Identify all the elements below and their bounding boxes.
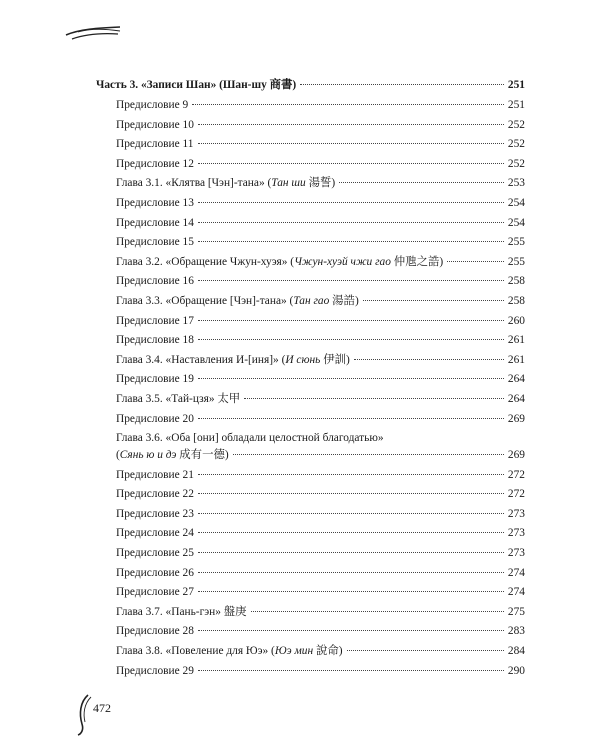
toc-part-title: Часть 3. «Записи Шан» (Шан-шу 商書): [96, 79, 297, 91]
toc-entry[interactable]: [96, 332, 525, 352]
toc-entry-page: 273: [507, 547, 525, 560]
dot-leader: [198, 241, 504, 242]
toc-entry-title: Глава 3.4. «Наставления И-[иня]» (И сюнь 伊訓): [116, 353, 350, 366]
toc-entry[interactable]: [96, 195, 525, 215]
toc-entry[interactable]: [96, 136, 525, 156]
toc-entry-page: 254: [507, 196, 525, 209]
toc-entry[interactable]: [96, 643, 525, 663]
toc-entry-title: Предисловие 16: [116, 275, 194, 288]
toc-entry-title: Предисловие 22: [116, 488, 194, 501]
toc-entry-page: 252: [507, 118, 525, 131]
toc-entry-page: 253: [507, 177, 525, 190]
table-of-contents: [96, 77, 525, 682]
toc-entry[interactable]: [96, 391, 525, 411]
dot-leader: [198, 572, 504, 573]
toc-entry-title: Предисловие 27: [116, 586, 194, 599]
toc-entry-page: 273: [507, 507, 525, 520]
dot-leader: [198, 552, 504, 553]
toc-entry-page: 264: [507, 373, 525, 386]
dot-leader: [339, 182, 504, 183]
toc-entry[interactable]: [96, 293, 525, 313]
toc-entry-title: Предисловие 25: [116, 547, 194, 560]
dot-leader: [251, 611, 504, 612]
toc-entry-title: Предисловие 14: [116, 216, 194, 229]
toc-entry-title: Глава 3.5. «Тай-цзя» 太甲: [116, 392, 241, 405]
toc-entry-title: Предисловие 23: [116, 507, 194, 520]
toc-entry[interactable]: [96, 545, 525, 565]
dot-leader: [233, 454, 504, 455]
toc-entry-page: 255: [507, 255, 525, 268]
toc-entry-title: Предисловие 18: [116, 334, 194, 347]
dot-leader: [198, 513, 504, 514]
dot-leader: [198, 163, 504, 164]
toc-entry[interactable]: [96, 584, 525, 604]
dot-leader: [198, 320, 504, 321]
toc-entry[interactable]: [96, 506, 525, 526]
toc-entry[interactable]: [96, 604, 525, 624]
toc-entry-page: 284: [507, 645, 525, 658]
toc-entry-page: 252: [507, 157, 525, 170]
toc-entry[interactable]: [96, 175, 525, 195]
toc-entry[interactable]: [96, 623, 525, 643]
page-number: 472: [93, 701, 111, 715]
toc-entry[interactable]: [96, 467, 525, 487]
toc-entry-title: Глава 3.3. «Обращение [Чэн]-тана» (Тан гао 湯誥): [116, 294, 359, 307]
toc-entry-title: Предисловие 26: [116, 566, 194, 579]
toc-entry[interactable]: [96, 254, 525, 274]
toc-entry[interactable]: [96, 273, 525, 293]
toc-entry-title: Глава 3.1. «Клятва [Чэн]-тана» (Тан ши 湯誓): [116, 177, 336, 190]
dot-leader: [198, 474, 504, 475]
dot-leader: [300, 84, 504, 85]
dot-leader: [198, 143, 504, 144]
dot-leader: [244, 398, 504, 399]
toc-part-heading[interactable]: [96, 77, 525, 94]
toc-entry-title: Предисловие 19: [116, 373, 194, 386]
toc-entry-title: Предисловие 29: [116, 664, 194, 677]
toc-entry-page: 269: [507, 449, 525, 462]
flourish-ornament-icon: [64, 22, 122, 42]
dot-leader: [198, 630, 504, 631]
dot-leader: [198, 339, 504, 340]
toc-entry-page: 275: [507, 605, 525, 618]
dot-leader: [198, 202, 504, 203]
toc-entry-title: Предисловие 15: [116, 236, 194, 249]
toc-entry-page: 272: [507, 468, 525, 481]
toc-entry-page: 274: [507, 586, 525, 599]
toc-entry-title: Предисловие 20: [116, 412, 194, 425]
toc-entry-page: 258: [507, 294, 525, 307]
page-bracket-ornament-icon: [76, 694, 92, 736]
toc-entry-page: 274: [507, 566, 525, 579]
toc-entry-chapter-3-6[interactable]: [96, 430, 525, 467]
toc-entry-page: 260: [507, 314, 525, 327]
toc-entry-page: 290: [507, 664, 525, 677]
toc-entry-title: Предисловие 10: [116, 118, 194, 131]
dot-leader: [198, 378, 504, 379]
dot-leader: [354, 359, 504, 360]
dot-leader: [198, 670, 504, 671]
toc-entry-title: Предисловие 13: [116, 196, 194, 209]
dot-leader: [198, 418, 504, 419]
toc-entry-page: 261: [507, 353, 525, 366]
toc-entry-title-line1: Глава 3.6. «Оба [они] обладали целостной благодатью»: [116, 432, 384, 445]
toc-entry-page: 252: [507, 138, 525, 151]
toc-entry[interactable]: [96, 313, 525, 333]
toc-entry[interactable]: [96, 215, 525, 235]
toc-entry[interactable]: [96, 411, 525, 431]
toc-entry-page: 258: [507, 275, 525, 288]
dot-leader: [447, 261, 504, 262]
dot-leader: [198, 532, 504, 533]
toc-entry-title: Глава 3.2. «Обращение Чжун-хуэя» (Чжун-хуэй чжи гао 仲虺之誥): [116, 255, 444, 268]
toc-entry[interactable]: [96, 97, 525, 117]
toc-entry[interactable]: [96, 117, 525, 137]
toc-entry-title: Предисловие 28: [116, 625, 194, 638]
toc-part-page: 251: [507, 79, 525, 91]
toc-entry[interactable]: [96, 371, 525, 391]
toc-entry-title: Предисловие 24: [116, 527, 194, 540]
toc-entry-title: Глава 3.7. «Пань-гэн» 盤庚: [116, 605, 247, 618]
toc-entry-page: 251: [507, 99, 525, 111]
dot-leader: [347, 650, 504, 651]
toc-entry-title: Предисловие 9: [116, 99, 189, 111]
dot-leader: [198, 124, 504, 125]
toc-entry[interactable]: [96, 156, 525, 176]
dot-leader: [192, 104, 504, 105]
toc-entry[interactable]: [96, 352, 525, 372]
dot-leader: [198, 493, 504, 494]
dot-leader: [198, 591, 504, 592]
toc-entry-page: 283: [507, 625, 525, 638]
toc-entry-page: 261: [507, 334, 525, 347]
toc-entry-page: 254: [507, 216, 525, 229]
dot-leader: [198, 222, 504, 223]
toc-entry-page: 255: [507, 236, 525, 249]
toc-entry-title-line2: (Сянь ю и дэ 成有一德): [116, 449, 229, 462]
dot-leader: [363, 300, 504, 301]
toc-entry-page: 269: [507, 412, 525, 425]
toc-entry-title: Предисловие 17: [116, 314, 194, 327]
toc-entry[interactable]: [96, 663, 525, 683]
toc-entry[interactable]: [96, 234, 525, 254]
toc-entry-title: Предисловие 11: [116, 138, 194, 151]
toc-entry-title: Предисловие 21: [116, 468, 194, 481]
toc-entry[interactable]: [96, 486, 525, 506]
toc-entry-title: Глава 3.8. «Повеление для Юэ» (Юэ мин 說命): [116, 645, 343, 658]
dot-leader: [198, 280, 504, 281]
toc-entry[interactable]: [96, 565, 525, 585]
toc-entry[interactable]: [96, 525, 525, 545]
toc-entry-page: 272: [507, 488, 525, 501]
toc-entry-page: 273: [507, 527, 525, 540]
toc-entry-page: 264: [507, 392, 525, 405]
toc-entry-title: Предисловие 12: [116, 157, 194, 170]
